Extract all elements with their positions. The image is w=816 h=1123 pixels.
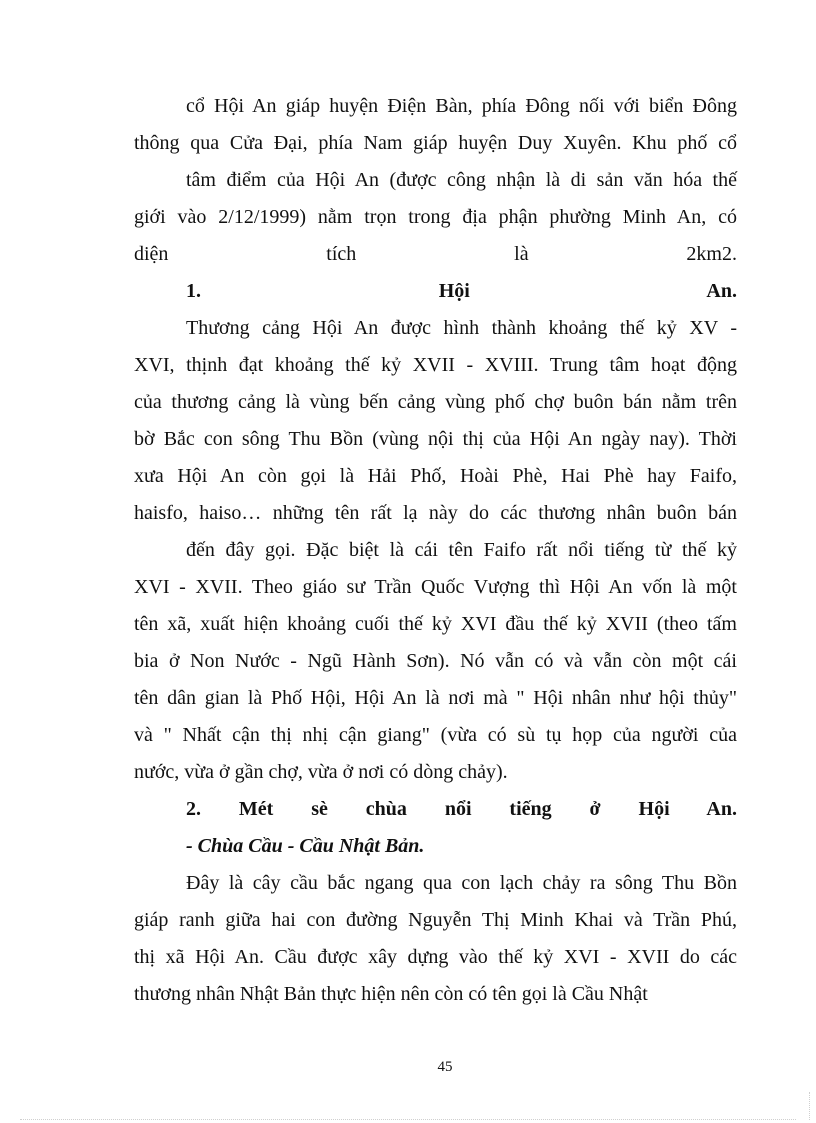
- paragraph-line: giới vào 2/12/1999) nằm trọn trong địa phận phường Minh An, có: [134, 206, 737, 228]
- paragraph-line: haisfo, haiso… những tên rất lạ này do các thương nhân buôn bán: [134, 502, 737, 524]
- paragraph-line: Thương cảng Hội An được hình thành khoảng thế kỷ XV -: [186, 317, 737, 339]
- paragraph-line: và " Nhất cận thị nhị cận giang" (vừa có sù tụ họp của người của: [134, 724, 737, 746]
- paragraph-line: xưa Hội An còn gọi là Hải Phố, Hoài Phè, Hai Phè hay Faifo,: [134, 465, 737, 487]
- paragraph-line: thông qua Cửa Đại, phía Nam giáp huyện Duy Xuyên. Khu phố cổ: [134, 132, 737, 154]
- paragraph-line: Đây là cây cầu bắc ngang qua con lạch chảy ra sông Thu Bồn: [186, 872, 737, 894]
- paragraph-line: XVI, thịnh đạt khoảng thế kỷ XVII - XVIII. Trung tâm hoạt động: [134, 354, 737, 376]
- paragraph-line: bờ Bắc con sông Thu Bồn (vùng nội thị của Hội An ngày nay). Thời: [134, 428, 737, 450]
- paragraph-line: thương nhân Nhật Bản thực hiện nên còn có tên gọi là Cầu Nhật: [134, 983, 648, 1005]
- paragraph-line: tên dân gian là Phố Hội, Hội An là nơi mà " Hội nhân như hội thủy": [134, 687, 737, 709]
- paragraph-line: tâm điểm của Hội An (được công nhận là di sản văn hóa thế: [186, 169, 737, 191]
- subsection-heading-chua-cau: - Chùa Cầu - Cầu Nhật Bản.: [186, 835, 425, 857]
- footer-divider: [20, 1119, 796, 1120]
- paragraph-line: bia ở Non Nước - Ngũ Hành Sơn). Nó vẫn có và vẫn còn một cái: [134, 650, 737, 672]
- page-number: 45: [437, 1059, 453, 1075]
- paragraph-line: giáp ranh giữa hai con đường Nguyễn Thị Minh Khai và Trần Phú,: [134, 909, 737, 931]
- paragraph-line: thị xã Hội An. Cầu được xây dựng vào thế kỷ XVI - XVII do các: [134, 946, 737, 968]
- paragraph-line: của thương cảng là vùng bến cảng vùng phố chợ buôn bán nằm trên: [134, 391, 737, 413]
- paragraph-line: tên xã, xuất hiện khoảng cuối thế kỷ XVI đầu thế kỷ XVII (theo tấm: [134, 613, 737, 635]
- margin-divider: [809, 1092, 810, 1120]
- paragraph-line: diện tích là 2km2.: [134, 243, 737, 265]
- paragraph-line: nước, vừa ở gần chợ, vừa ở nơi có dòng chảy).: [134, 761, 508, 783]
- paragraph-line: XVI - XVII. Theo giáo sư Trần Quốc Vượng thì Hội An vốn là một: [134, 576, 737, 598]
- section-heading-pagodas: 2. Mét sè chùa nổi tiếng ở Hội An.: [186, 798, 737, 820]
- paragraph-line: đến đây gọi. Đặc biệt là cái tên Faifo rất nổi tiếng từ thế kỷ: [186, 539, 737, 561]
- paragraph-line: cổ Hội An giáp huyện Điện Bàn, phía Đông nối với biển Đông: [186, 95, 737, 117]
- section-heading-hoi-an: 1. Hội An.: [186, 280, 737, 302]
